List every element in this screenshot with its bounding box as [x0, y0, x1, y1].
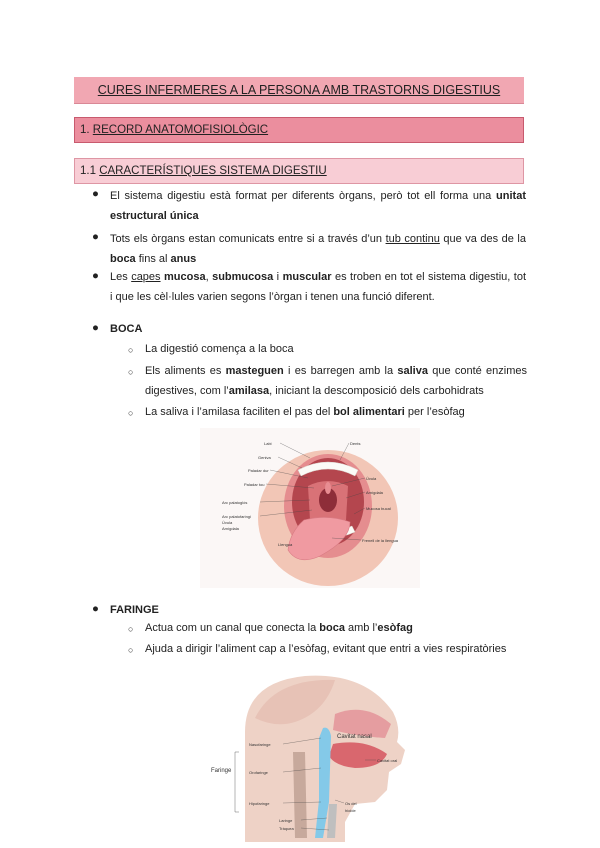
- bullet-marker: ●: [92, 188, 99, 200]
- sub-bullet-marker: ○: [128, 408, 134, 418]
- underlined-text: tub continu: [385, 233, 440, 245]
- text: i es barregen amb la: [283, 365, 398, 377]
- figure-label: Arc palatofaringi: [222, 514, 251, 519]
- boca-item: [145, 361, 527, 401]
- sub-bullet-marker: ○: [128, 624, 134, 634]
- text: Les: [110, 271, 132, 283]
- bold-text: boca: [319, 622, 345, 634]
- section-number: 1.: [80, 124, 90, 136]
- text: Els aliments es: [145, 365, 226, 377]
- text: La digestió comença a la boca: [145, 343, 294, 355]
- figure-label: Hipofaringe: [249, 801, 270, 806]
- figure-label: Mucosa bucal: [366, 506, 391, 511]
- subsection-number: 1.1: [80, 165, 96, 177]
- boca-item: [145, 402, 527, 422]
- text: que va des de la: [439, 233, 526, 245]
- boca-item: [145, 339, 527, 359]
- figure-label: Labi: [264, 441, 272, 446]
- figure-label: Laringe: [279, 818, 293, 823]
- figure-label: Paladar dur: [248, 468, 269, 473]
- boca-heading: [110, 319, 526, 339]
- text: que conté enzimes digestives, com l’: [145, 365, 528, 397]
- text: ,: [205, 271, 213, 283]
- text: Ajuda a dirigir l’aliment cap a l’esòfag, evitant que entri a vies respiratòries: [145, 643, 507, 655]
- figure-label: Frenell de la llengua: [362, 538, 399, 543]
- bullet-marker: ●: [92, 322, 99, 334]
- text: amb l’: [344, 622, 378, 634]
- faringe-heading-text: FARINGE: [110, 604, 159, 616]
- figure-label: Úvula: [366, 476, 377, 481]
- figure-label: Nasofaringe: [249, 742, 271, 747]
- figure-label: Úvula: [222, 520, 233, 525]
- document-title-text: CURES INFERMERES A LA PERSONA AMB TRASTORNS DIGESTIUS: [97, 83, 501, 97]
- bold-text: unitat estructural única: [110, 190, 526, 222]
- sub-bullet-marker: ○: [128, 367, 134, 377]
- bullet-item: [110, 267, 526, 307]
- text: Actua com un canal que conecta la: [145, 622, 320, 634]
- subsection-label: CARACTERÍSTIQUES SISTEMA DIGESTIU: [99, 165, 327, 177]
- text: fins al: [135, 253, 171, 265]
- bold-text: mucosa: [164, 271, 206, 283]
- bold-text: submucosa: [212, 271, 274, 283]
- bold-text: boca: [110, 253, 136, 265]
- text: i: [273, 271, 283, 283]
- bold-text: saliva: [397, 365, 428, 377]
- faringe-heading: [110, 600, 526, 620]
- figure-label: Arc palatoglòs: [222, 500, 248, 505]
- text: , iniciant la descomposició dels carbohidrats: [269, 385, 484, 397]
- bold-text: muscular: [282, 271, 332, 283]
- faringe-item: [145, 639, 527, 659]
- figure-label: Amígdala: [366, 490, 383, 495]
- figure-label: Faringe: [211, 768, 232, 774]
- sub-bullet-marker: ○: [128, 645, 134, 655]
- figure-label: Cavitat oral: [377, 758, 398, 763]
- document-title: [74, 77, 524, 104]
- figure-label: Dents: [350, 441, 361, 446]
- bold-text: masteguen: [225, 365, 284, 377]
- spine-shape: [293, 752, 307, 838]
- figure-label: Os del: [345, 801, 357, 806]
- figure-label: Orofaringe: [249, 770, 268, 775]
- figure-label: Paladar tou: [244, 482, 265, 487]
- pharynx-anatomy-figure: [205, 672, 425, 842]
- bold-text: amilasa: [228, 385, 270, 397]
- subsection-heading: [74, 158, 524, 184]
- bold-text: bol alimentari: [333, 406, 405, 418]
- figure-label: Geniva: [258, 455, 271, 460]
- bullet-item: [110, 186, 526, 226]
- bullet-marker: ●: [92, 603, 99, 615]
- boca-heading-text: BOCA: [110, 323, 143, 335]
- underlined-text: capes: [131, 271, 161, 283]
- text: Tots els òrgans estan comunicats entre si a través d’un: [110, 233, 386, 245]
- text: El sistema digestiu està format per diferents òrgans, però tot ell forma una: [110, 190, 497, 202]
- bold-text: esòfag: [377, 622, 413, 634]
- bullet-marker: ●: [92, 270, 99, 282]
- figure-label: Tràquea: [279, 826, 294, 831]
- sub-bullet-marker: ○: [128, 345, 134, 355]
- figure-label: Llengua: [278, 542, 293, 547]
- text: La saliva i l’amilasa faciliten el pas del: [145, 406, 334, 418]
- section-label: RECORD ANATOMOFISIOLÒGIC: [92, 124, 269, 136]
- figure-label: Cavitat nasal: [337, 734, 372, 740]
- mouth-anatomy-figure: [200, 428, 420, 588]
- bullet-item: [110, 229, 526, 269]
- bullet-marker: ●: [92, 231, 99, 243]
- faringe-item: [145, 618, 527, 638]
- text: es troben en tot el sistema digestiu, tot i que les cèl·lules varien segons l’òrgan i tenen una funció diferent.: [110, 271, 526, 303]
- text: per l’esòfag: [404, 406, 465, 418]
- section-heading: [74, 117, 524, 143]
- bold-text: anus: [170, 253, 197, 265]
- figure-label: Amígdala: [222, 526, 239, 531]
- figure-label: hioide: [345, 808, 356, 813]
- uvula-shape: [325, 482, 331, 494]
